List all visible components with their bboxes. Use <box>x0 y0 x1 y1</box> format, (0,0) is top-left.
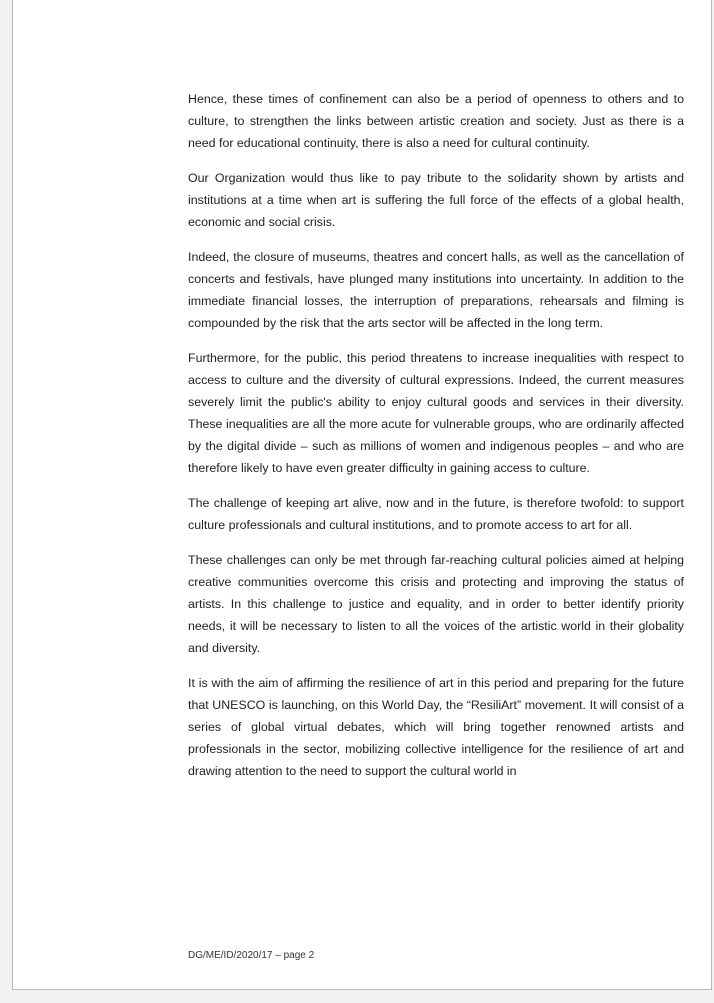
paragraph: Furthermore, for the public, this period threatens to increase inequalities with respect to access to culture and the diversity of cultural expressions. Indeed, the current measures severely limit the public's ability to enjoy cultural goods and services in their diversity. These inequalities are all the more acute for vulnerable groups, who are ordinarily affected by the digital divide – such as millions of women and indigenous peoples – and who are therefore likely to have even greater difficulty in gaining access to culture. <box>188 351 684 475</box>
body-text <box>188 88 684 795</box>
paragraph: Indeed, the closure of museums, theatres and concert halls, as well as the cancellation of concerts and festivals, have plunged many institutions into uncertainty. In addition to the immediate financial losses, the interruption of preparations, rehearsals and filming is compounded by the risk that the arts sector will be affected in the long term. <box>188 250 684 330</box>
paragraph: Our Organization would thus like to pay tribute to the solidarity shown by artists and institutions at a time when art is suffering the full force of the effects of a global health, economic and social crisis. <box>188 171 684 229</box>
paragraph: It is with the aim of affirming the resilience of art in this period and preparing for the future that UNESCO is launching, on this World Day, the “ResiliArt” movement. It will consist of a series of global virtual debates, which will bring together renowned artists and professionals in the sector, mobilizing collective intelligence for the resilience of art and drawing attention to the need to support the cultural world in <box>188 676 684 778</box>
paragraph: The challenge of keeping art alive, now and in the future, is therefore twofold: to support culture professionals and cultural institutions, and to promote access to art for all. <box>188 496 684 532</box>
document-page <box>12 0 712 990</box>
page-footer: DG/ME/ID/2020/17 – page 2 <box>188 950 315 961</box>
paragraph: These challenges can only be met through far-reaching cultural policies aimed at helping creative communities overcome this crisis and protecting and improving the status of artists. In this challenge to justice and equality, and in order to better identify priority needs, it will be necessary to listen to all the voices of the artistic world in their globality and diversity. <box>188 553 684 655</box>
paragraph: Hence, these times of confinement can also be a period of openness to others and to culture, to strengthen the links between artistic creation and society. Just as there is a need for educational continuity, there is also a need for cultural continuity. <box>188 92 684 150</box>
